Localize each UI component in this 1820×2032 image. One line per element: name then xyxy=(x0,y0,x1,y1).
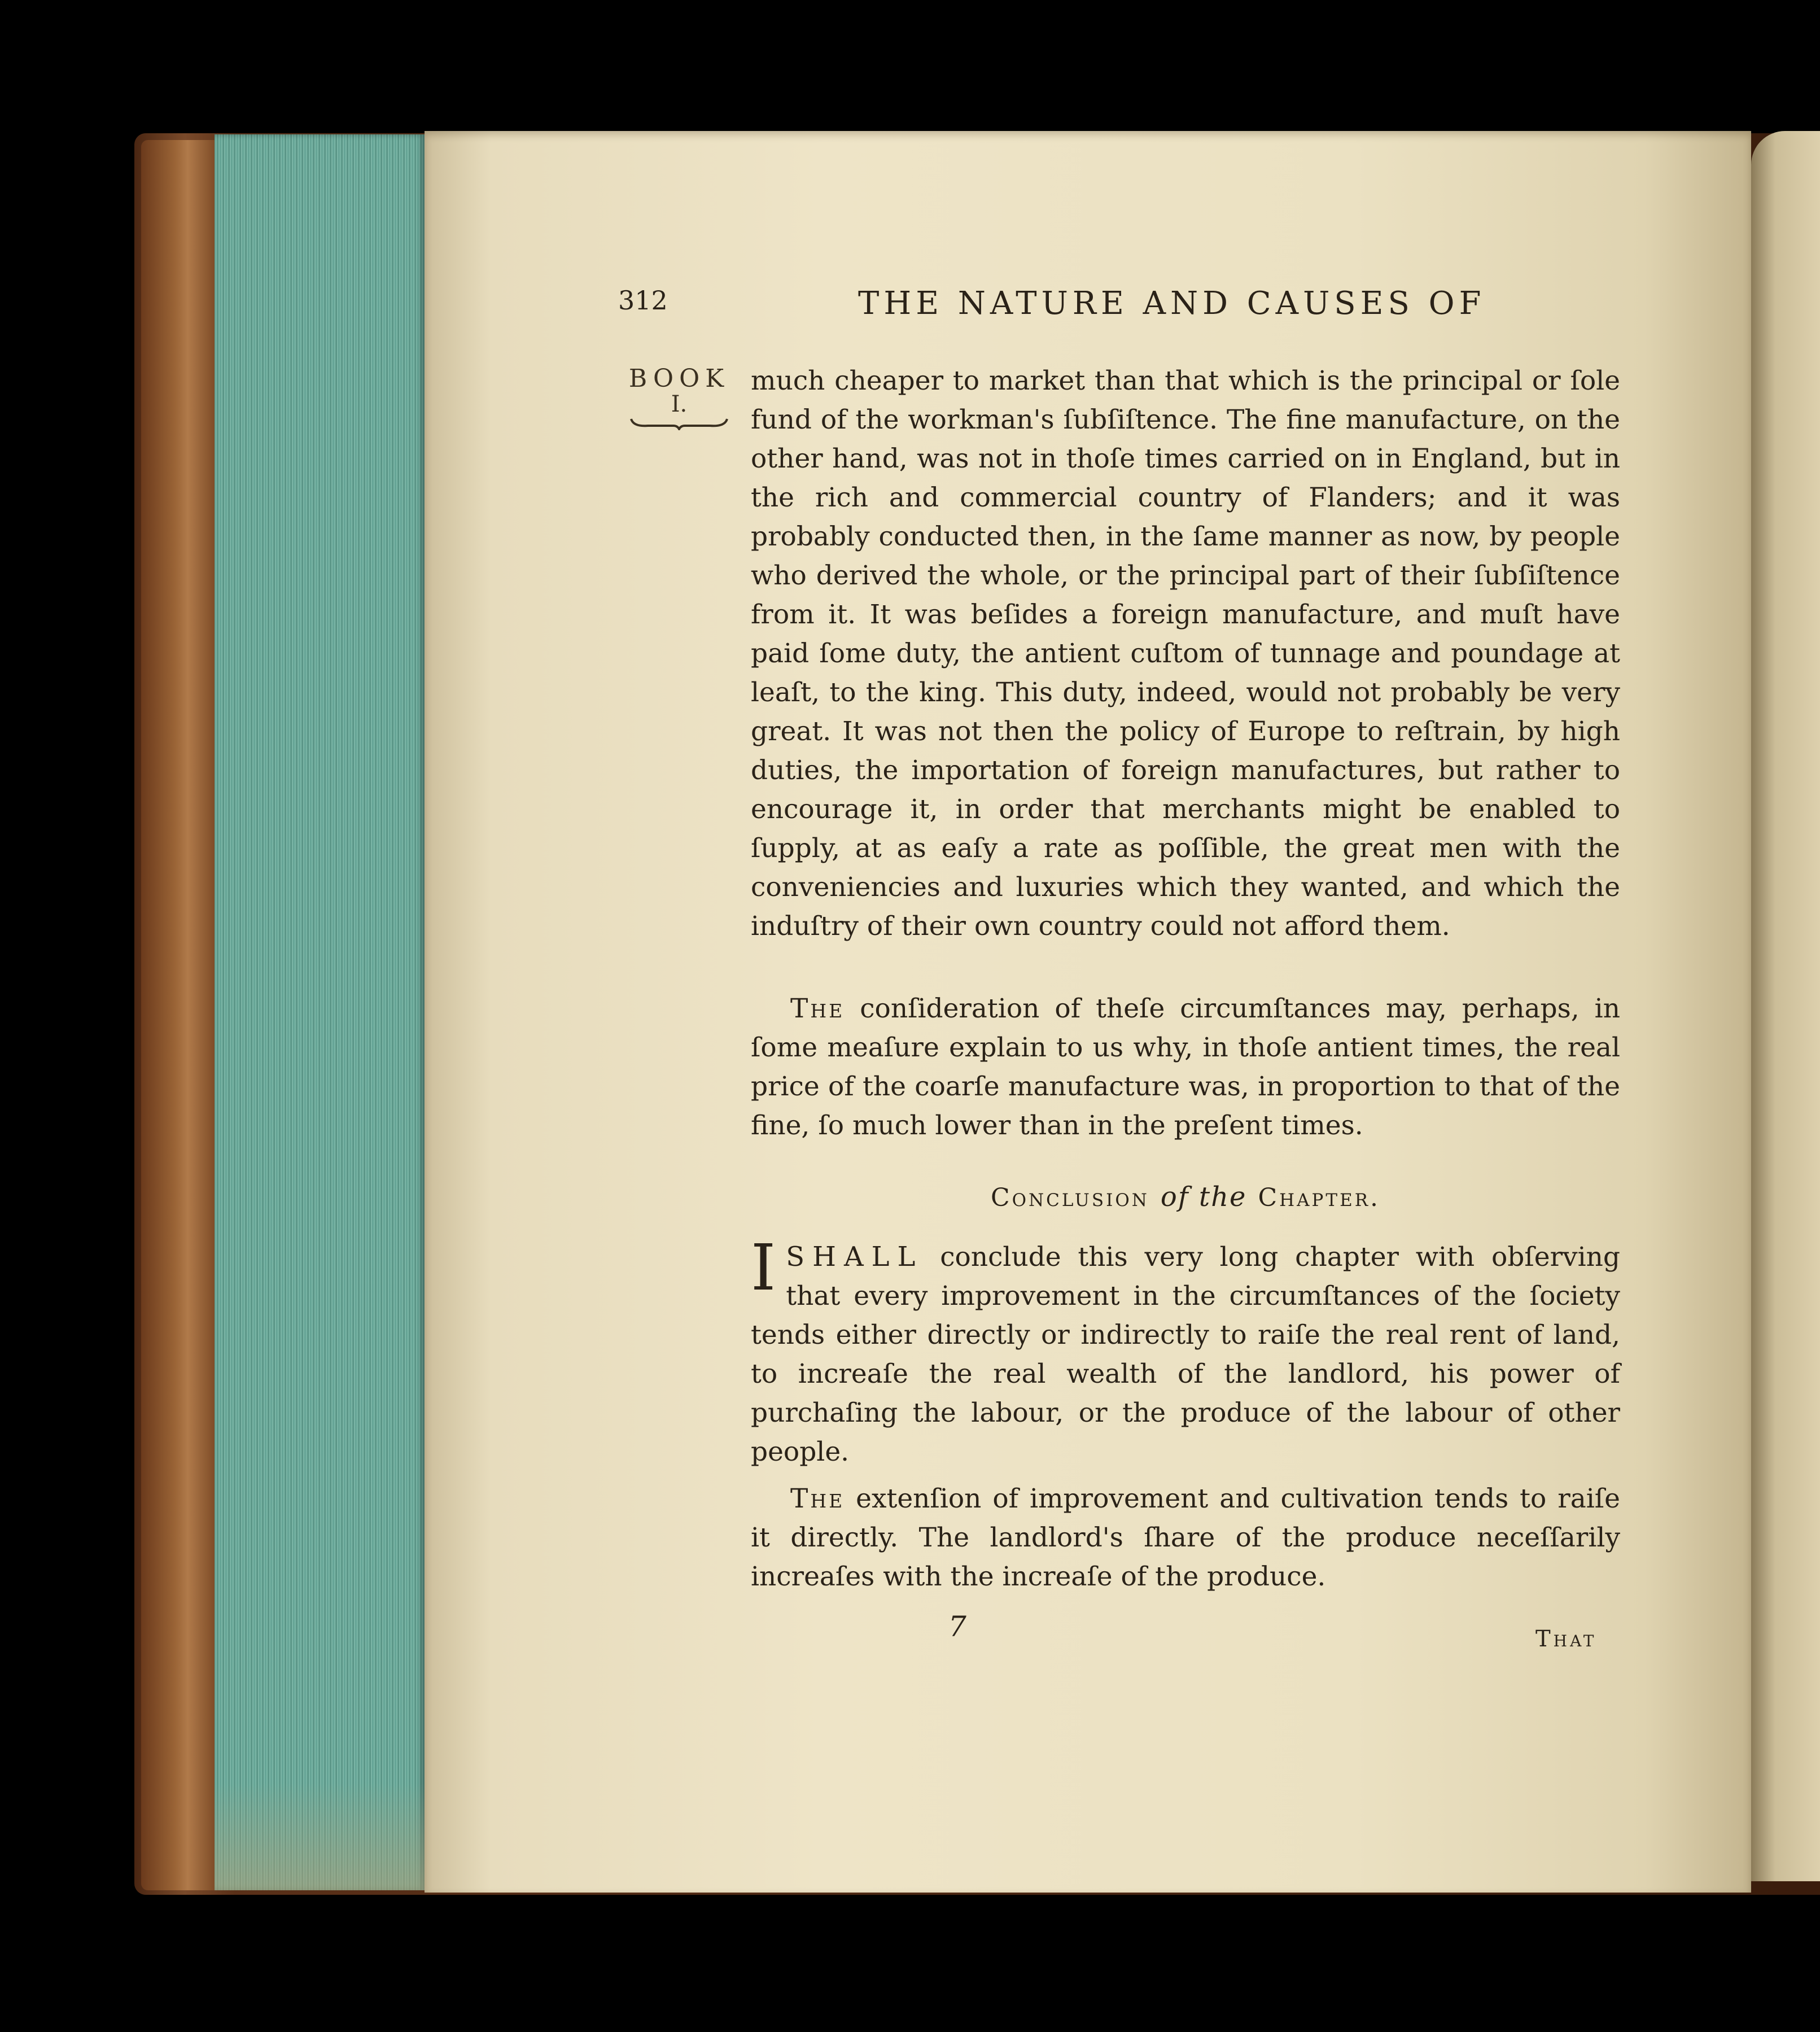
signature-mark: 7 xyxy=(948,1610,966,1643)
paragraph-1 xyxy=(751,361,1620,946)
book-spine xyxy=(141,140,226,1890)
running-title: THE NATURE AND CAUSES OF xyxy=(858,285,1486,322)
paragraph-4 xyxy=(751,1479,1620,1596)
paragraph-2-text: conſideration of theſe circumſtances may, perhaps, in ſome meaſure explain to us why, in thoſe antient times, the real price of the coarſe manufacture was, in proportion to that of the fine, ſo much lower than in the preſent times. xyxy=(751,993,1620,1141)
paragraph-2 xyxy=(751,989,1620,1145)
heading-chapter: Chapter. xyxy=(1258,1183,1381,1212)
page-edges xyxy=(215,134,425,1890)
heading-of-the: of the xyxy=(1160,1181,1247,1213)
paragraph-3 xyxy=(751,1231,1620,1471)
margin-book-label: BOOK xyxy=(628,364,730,393)
paragraph-2-lead: The xyxy=(790,993,845,1024)
margin-note xyxy=(625,365,733,432)
paragraph-3-lead: SHALL xyxy=(786,1241,924,1273)
page-header xyxy=(618,285,1668,336)
paragraph-4-text: extenſion of improvement and cultivation tends to raiſe it directly. The landlord's ſhare of the produce neceſſarily increaſes with the increaſe of the produce. xyxy=(751,1483,1620,1592)
paragraph-3-text: conclude this very long chapter with obſerving that every improvement in the circumſtances of the ſociety tends either directly or indirectly to raiſe the real rent of land, to increaſe the real wealth of the landlord, his power of purchaſing the labour, or the produce of the labour of other people. xyxy=(751,1242,1620,1467)
paragraph-4-lead: The xyxy=(790,1483,845,1514)
facing-page-edge xyxy=(1751,131,1820,1881)
catchword: That xyxy=(1535,1626,1597,1652)
drop-cap: I xyxy=(751,1231,776,1305)
margin-volume-label: I. xyxy=(671,391,688,417)
heading-conclusion: Conclusion xyxy=(990,1183,1149,1212)
page-number: 312 xyxy=(618,285,668,316)
paragraph-1-text: much cheaper to market than that which is the principal or ſole fund of the workman's ſubſiſtence. The fine manufacture, on the other hand, was not in thoſe times carried on in England, but in the rich and commercial country of Flanders; and it was probably conducted then, in the ſame manner as now, by people who derived the whole, or the principal part of their ſubſiſtence from it. It was beſides a foreign manufacture, and muſt have paid ſome duty, the antient cuſtom of tunnage and poundage at leaſt, to the king. This duty, indeed, would not probably be very great. It was not then the policy of Europe to reſtrain, by high duties, the importation of foreign manufactures, but rather to encourage it, in order that merchants might be enabled to ſupply, at as eaſy a rate as poſſible, the great men with the conveniencies and luxuries which they wanted, and which the induſtry of their own country could not afford them. xyxy=(751,365,1620,942)
chapter-conclusion-heading xyxy=(751,1181,1620,1213)
brace-ornament xyxy=(625,416,733,430)
